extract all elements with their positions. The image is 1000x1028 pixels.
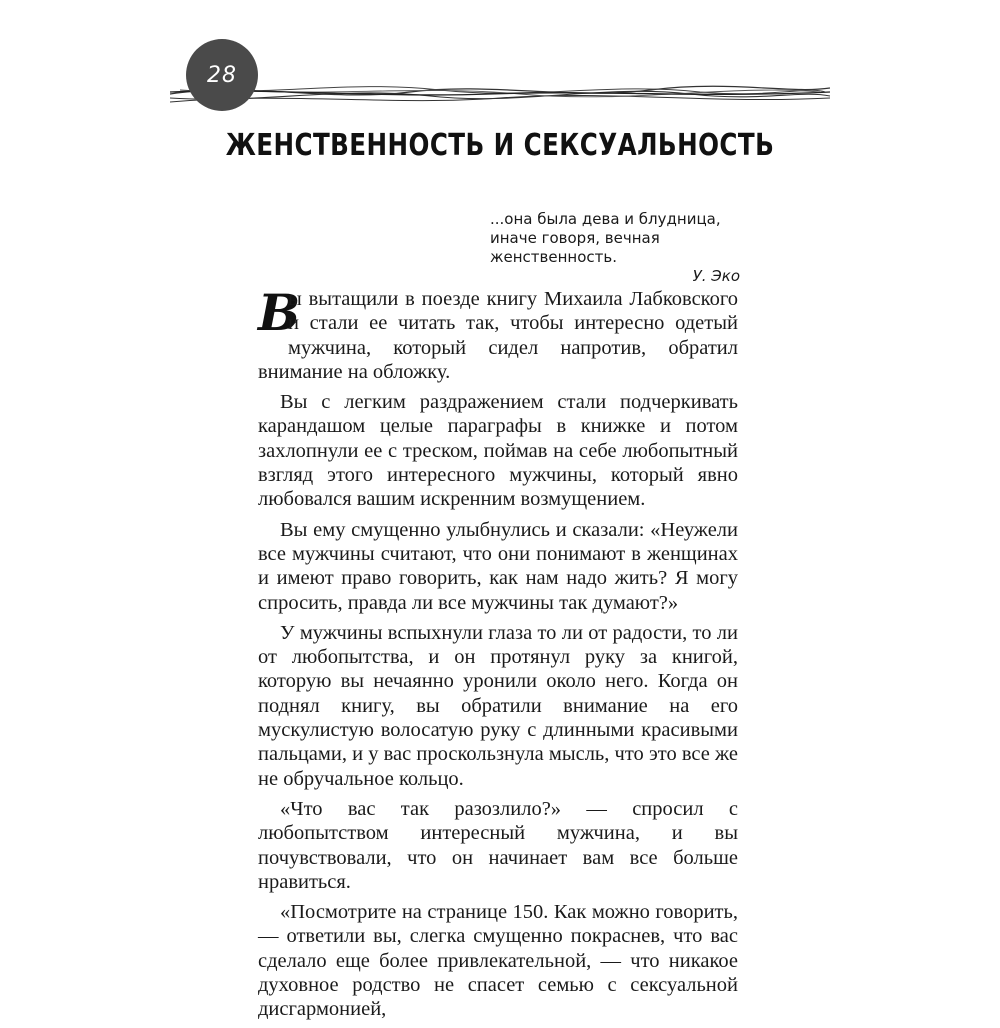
body-text <box>258 283 738 1028</box>
epigraph-author: У. Эко <box>692 267 740 285</box>
decorative-wave-lines <box>170 72 830 108</box>
epigraph <box>490 210 740 286</box>
paragraph-5: «Что вас так разозлило?» — спросил с любопытством интересный мужчина, и вы почувствовали, что он начинает вам все больше нравиться. <box>258 797 738 893</box>
drop-cap-wrap <box>258 283 301 342</box>
paragraph-1 <box>258 283 738 384</box>
paragraph-6: «Посмотрите на странице 150. Как можно говорить, — ответили вы, слегка смущенно покраснев, что вас сделало еще более привлекательной, — что никакое духовное родство не спасет семью с сексуальной дисгармонией, <box>258 901 738 1021</box>
epigraph-text: ...она была дева и блудница, иначе говоря, вечная женственность. <box>490 210 721 266</box>
page-number: 28 <box>207 62 237 88</box>
paragraph-4: У мужчины вспыхнули глаза то ли от радости, то ли от любопытства, и он протянул руку за книгой, которую вы нечаянно уронили около него. Когда он поднял книгу, вы обратили внимание на его мускулистую волосатую руку с длинными красивыми пальцами, и у вас проскользнула мысль, что это все же не обручальное кольцо. <box>258 621 738 790</box>
page-number-badge <box>186 39 258 111</box>
paragraph-2: Вы с легким раздражением стали подчеркивать карандашом целые параграфы в книжке и потом захлопнули ее с треском, поймав на себе любопытный взгляд этого интересного мужчины, который явно любовался вашим искренним возмущением. <box>258 391 738 511</box>
chapter-title: ЖЕНСТВЕННОСТЬ И СЕКСУАЛЬНОСТЬ <box>225 128 775 163</box>
paragraph-3: Вы ему смущенно улыбнулись и сказали: «Неужели все мужчины считают, что они понимают в женщинах и имеют право говорить, как нам надо жить? Я могу спросить, правда ли все мужчины так думают?» <box>258 518 738 614</box>
drop-cap: В <box>258 283 301 342</box>
paragraph-1-text: ы вытащили в поезде книгу Михаила Лабковского и стали ее читать так, чтобы интересно одетый мужчина, который сидел напротив, обратил внимание на обложку. <box>258 288 738 383</box>
